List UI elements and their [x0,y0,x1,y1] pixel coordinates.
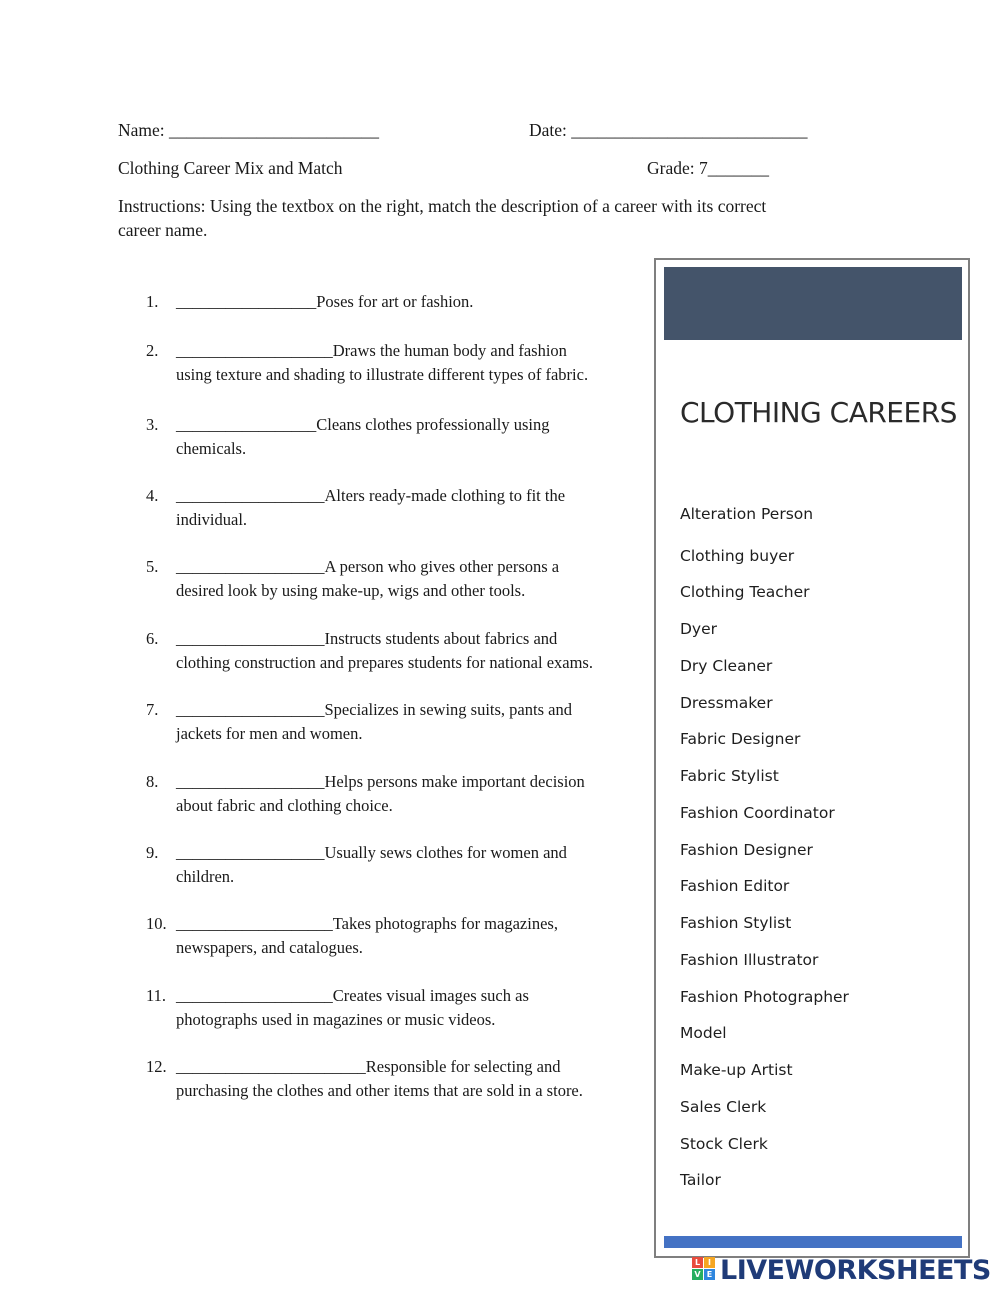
career-item: Fashion Editor [680,877,790,895]
date-field-label: Date: ___________________________ [529,120,808,140]
sidebar-title: CLOTHING CAREERS [680,396,957,429]
question-text: __________________Usually sews clothes for women and [176,843,567,862]
careers-sidebar [654,258,970,1258]
career-item: Fashion Stylist [680,914,792,932]
liveworksheets-watermark [692,1254,991,1286]
worksheet-title: Clothing Career Mix and Match [118,158,343,178]
career-item: Clothing buyer [680,547,795,565]
instructions-line-2: career name. [118,220,208,240]
question-number: 1. [146,292,159,311]
question-number: 12. [146,1057,167,1076]
question-text: __________________Instructs students about fabrics and [176,629,558,648]
career-item: Fashion Coordinator [680,804,835,822]
question-text-cont: purchasing the clothes and other items that are sold in a store. [176,1081,583,1100]
question-number: 6. [146,629,159,648]
instructions-line-1: Instructions: Using the textbox on the right, match the description of a career with its correct [118,196,767,216]
watermark-text: LIVEWORKSHEETS [720,1254,991,1286]
career-item: Model [680,1024,727,1042]
question-text-cont: newspapers, and catalogues. [176,938,363,957]
question-number: 7. [146,700,159,719]
question-number: 2. [146,341,159,360]
question-text-cont: using texture and shading to illustrate different types of fabric. [176,365,589,384]
question-text-cont: jackets for men and women. [176,724,363,743]
question-text-cont: chemicals. [176,439,247,458]
question-text: __________________Helps persons make important decision [176,772,585,791]
question-number: 11. [146,986,167,1005]
career-item: Fabric Stylist [680,767,779,785]
career-item: Dyer [680,620,718,638]
career-item: Fashion Illustrator [680,951,819,969]
question-text-cont: clothing construction and prepares students for national exams. [176,653,593,672]
question-text-cont: photographs used in magazines or music videos. [176,1010,496,1029]
career-item: Clothing Teacher [680,583,810,601]
question-text: __________________A person who gives other persons a [176,557,560,576]
grade-label: Grade: 7_______ [647,158,769,178]
career-item: Fabric Designer [680,730,801,748]
career-item: Tailor [680,1171,721,1189]
career-item: Dressmaker [680,694,773,712]
question-number: 3. [146,415,159,434]
career-item: Alteration Person [680,505,814,523]
question-text: ___________________Creates visual images such as [176,986,529,1005]
question-text: _______________________Responsible for selecting and [176,1057,561,1076]
career-item: Sales Clerk [680,1098,767,1116]
sidebar-footer-bar [664,1236,962,1248]
question-number: 5. [146,557,159,576]
question-number: 10. [146,914,167,933]
career-item: Fashion Photographer [680,988,849,1006]
question-number: 4. [146,486,159,505]
career-item: Fashion Designer [680,841,813,859]
question-text: __________________Specializes in sewing suits, pants and [176,700,572,719]
question-text: _________________Cleans clothes professionally using [176,415,550,434]
question-number: 9. [146,843,159,862]
question-text: _________________Poses for art or fashion. [176,292,474,311]
question-text-cont: about fabric and clothing choice. [176,796,393,815]
question-text-cont: individual. [176,510,248,529]
career-item: Stock Clerk [680,1135,768,1153]
sidebar-header-bar [664,267,962,340]
question-text-cont: children. [176,867,235,886]
question-number: 8. [146,772,159,791]
name-field-label: Name: ________________________ [118,120,380,140]
career-item: Make-up Artist [680,1061,793,1079]
question-text: ___________________Draws the human body and fashion [176,341,567,360]
question-text-cont: desired look by using make-up, wigs and other tools. [176,581,526,600]
question-text: ___________________Takes photographs for magazines, [176,914,558,933]
career-item: Dry Cleaner [680,657,773,675]
liveworksheets-logo-icon: L I V E [692,1257,718,1283]
question-text: __________________Alters ready-made clothing to fit the [176,486,566,505]
